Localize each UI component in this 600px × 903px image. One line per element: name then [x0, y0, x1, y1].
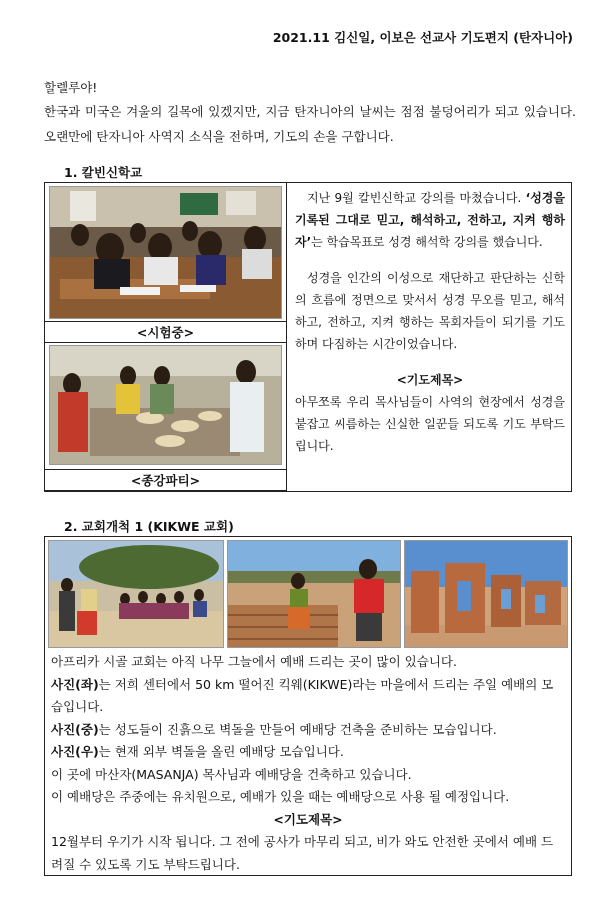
section2-line5: 이 곳에 마산자(MASANJA) 목사님과 예배당을 건축하고 있습니다.	[51, 766, 412, 782]
section1-title: 1. 칼빈신학교	[64, 165, 143, 180]
section2-prayer-heading: <기도제목>	[273, 811, 343, 827]
section1-para1-pre: 지난 9월 칼빈신학교 강의를 마쳤습니다.	[307, 191, 526, 205]
caption-exam: <시험중>	[45, 321, 286, 343]
section2-line2: 는 저희 센터에서 50 km 떨어진 킥웨(KIKWE)라는 마을에서 드리는 주일 예배의 모습입니다.	[51, 676, 554, 714]
section1-para1-post: 는 학습목표로 성경 해석학 강의를 했습니다.	[311, 235, 543, 249]
exam-photo	[49, 186, 282, 319]
section2-text	[51, 651, 565, 876]
section1-para1-bold: ‘성경을 기록된 그대로 믿고, 해석하고, 전하고, 지켜 행하자’	[295, 191, 565, 249]
party-photo	[49, 345, 282, 465]
section1-text	[295, 187, 565, 457]
intro-paragraph: 한국과 미국은 겨울의 길목에 있겠지만, 지금 탄자니아의 날씨는 점점 불덩어리가 되고 있습니다. 오랜만에 탄자니아 사역지 소식을 전하며, 기도의 손을 구합니다.	[44, 104, 576, 144]
brickmaking-photo	[227, 540, 401, 648]
section2-line3-label: 사진(중)	[51, 721, 99, 737]
section2-line3: 는 성도들이 진흙으로 벽돌을 만들어 예배당 건축을 준비하는 모습입니다.	[98, 721, 497, 737]
section2-title: 2. 교회개척 1 (KIKWE 교회)	[64, 519, 234, 534]
section2-line6: 이 예배당은 주중에는 유치원으로, 예배가 있을 때는 예배당으로 사용 될 예정입니다.	[51, 789, 510, 804]
section2-line4: 는 현재 외부 벽돌을 올린 예배당 모습입니다.	[98, 744, 344, 759]
section1-photo-column	[45, 183, 287, 491]
worship-photo	[48, 540, 224, 648]
section2-prayer: 12월부터 우기가 시작 됩니다. 그 전에 공사가 마무리 되고, 비가 와도 안전한 곳에서 예배 드려질 수 있도록 기도 부탁드립니다.	[51, 834, 554, 872]
section1-prayer: 아무쪼록 우리 목사님들이 사역의 현장에서 성경을 붙잡고 씨름하는 신실한 일꾼들 되도록 기도 부탁드립니다.	[295, 395, 565, 453]
section2-line2-label: 사진(좌)	[51, 676, 99, 692]
caption-party: <종강파티>	[45, 469, 286, 491]
section2-box	[44, 536, 572, 876]
section2-line4-label: 사진(우)	[51, 744, 99, 759]
section1-prayer-heading: <기도제목>	[396, 373, 464, 387]
church-building-photo	[404, 540, 568, 648]
greeting: 할렐루야!	[44, 80, 98, 95]
section2-line1: 아프리카 시골 교회는 아직 나무 그늘에서 예배 드리는 곳이 많이 있습니다.	[51, 654, 457, 669]
letter-title: 2021.11 김신일, 이보은 선교사 기도편지 (탄자니아)	[272, 30, 573, 45]
section1-para2: 성경을 인간의 이성으로 재단하고 판단하는 신학의 흐름에 정면으로 맞서서 성경 무오를 믿고, 해석하고, 전하고, 지켜 행하는 목회자들이 되기를 기도하며 다짐하는 시간이었습니다.	[295, 271, 565, 351]
section1-box	[44, 182, 572, 492]
